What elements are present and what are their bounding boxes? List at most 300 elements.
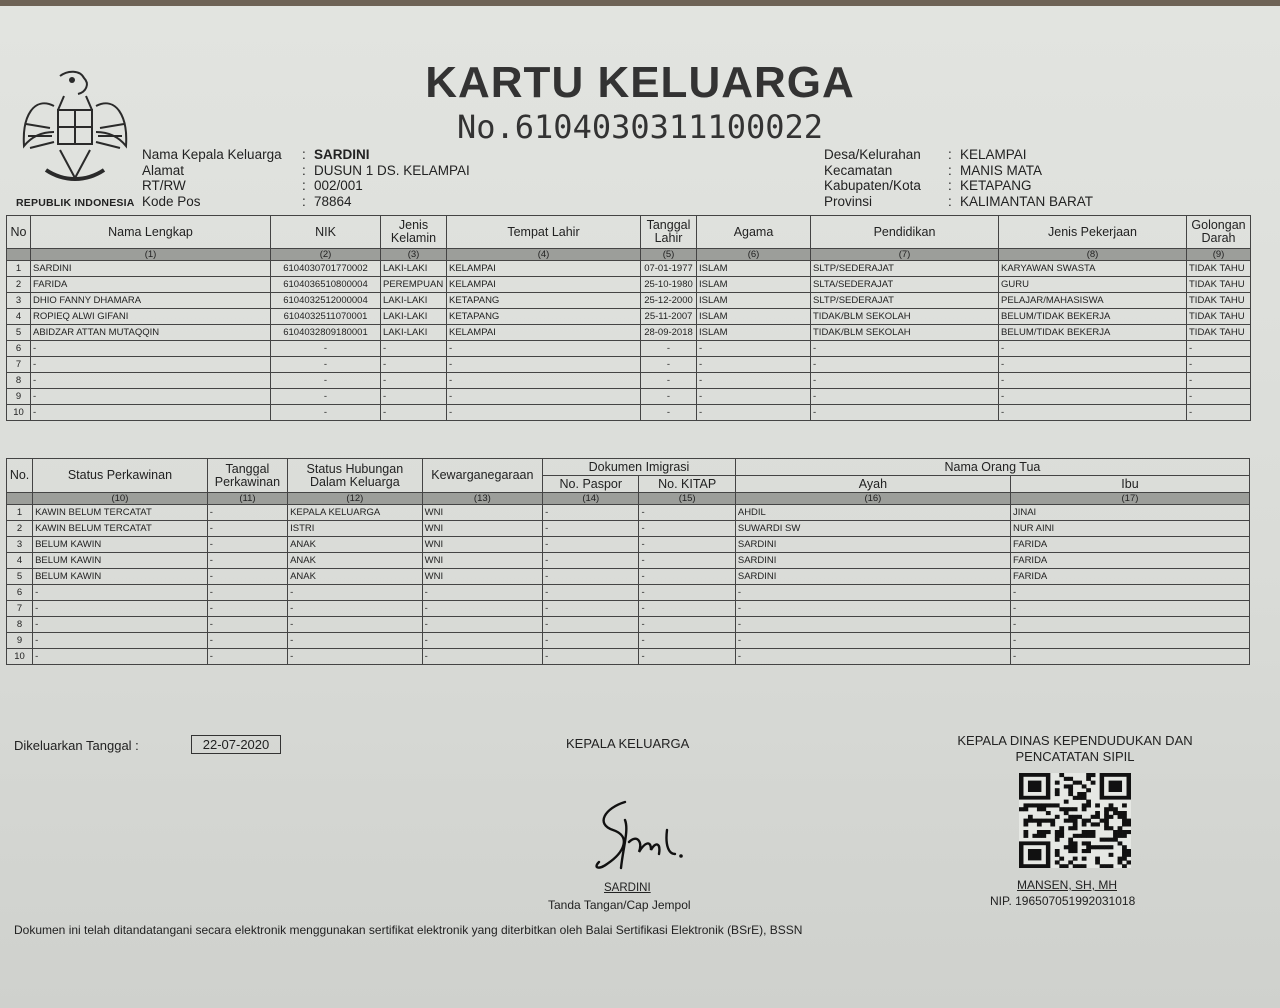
table-cell: 25-11-2007 [641,309,697,325]
table-cell: KAWIN BELUM TERCATAT [33,505,208,521]
table-cell: - [447,341,641,357]
table-cell: - [639,585,735,601]
table-cell: - [422,649,542,665]
family-status-table [6,458,1250,665]
table-cell: - [381,357,447,373]
table-cell: KARYAWAN SWASTA [999,261,1187,277]
table-cell: - [207,585,287,601]
column-header: No. Paspor [543,476,639,493]
table-cell: ANAK [288,537,423,553]
table-cell: - [543,521,639,537]
table-cell: BELUM KAWIN [33,553,208,569]
table-cell: DHIO FANNY DHAMARA [31,293,271,309]
table-cell: - [207,505,287,521]
column-index: (4) [447,249,641,261]
table-cell: - [422,617,542,633]
table-cell: 8 [7,617,33,633]
table-cell: - [381,405,447,421]
table-cell: ISLAM [697,261,811,277]
official-name: MANSEN, SH, MH [1017,878,1118,892]
column-header: Agama [697,216,811,249]
table-cell: SUWARDI SW [735,521,1010,537]
column-header: Ibu [1010,476,1249,493]
table-cell: SLTA/SEDERAJAT [811,277,999,293]
table-cell: AHDIL [735,505,1010,521]
signature-icon [585,790,695,885]
table-cell: - [33,601,208,617]
table-cell: - [639,601,735,617]
column-header: Kewarganegaraan [422,459,542,493]
table-cell: SARDINI [735,569,1010,585]
column-index [7,249,31,261]
table-cell: - [447,389,641,405]
table-cell: - [811,405,999,421]
table-cell: - [999,373,1187,389]
column-header: Tempat Lahir [447,216,641,249]
table-cell: - [811,341,999,357]
info-label: Desa/Kelurahan [824,147,921,162]
table-cell: - [641,389,697,405]
table-cell: FARIDA [31,277,271,293]
table-cell: 1 [7,261,31,277]
table-cell: - [697,357,811,373]
column-header: Jenis Kelamin [381,216,447,249]
column-header: No. [7,459,33,493]
table-cell: - [641,405,697,421]
table-cell: 4 [7,309,31,325]
signer-caption: Tanda Tangan/Cap Jempol [548,898,691,912]
district-value: MANIS MATA [960,162,1043,178]
column-index: (8) [999,249,1187,261]
table-cell: - [1187,341,1251,357]
qr-code-icon [1019,773,1131,868]
table-cell: 25-12-2000 [641,293,697,309]
table-cell: - [31,341,271,357]
column-header: NIK [271,216,381,249]
table-cell: - [735,617,1010,633]
table-cell: PEREMPUAN [381,277,447,293]
table-cell: - [271,357,381,373]
table-cell: FARIDA [1010,537,1249,553]
table-cell: - [999,357,1187,373]
table-row [7,633,1250,649]
table-cell: 2 [7,277,31,293]
table-cell: 6104032512000004 [271,293,381,309]
table-cell: - [422,585,542,601]
table-cell: BELUM/TIDAK BEKERJA [999,325,1187,341]
table-cell: ABIDZAR ATTAN MUTAQQIN [31,325,271,341]
department-title-line: KEPALA DINAS KEPENDUDUKAN DAN [957,733,1193,748]
table-cell: - [1187,405,1251,421]
table-cell: - [1010,617,1249,633]
table-cell: - [543,553,639,569]
info-row-province: Provinsi : KALIMANTAN BARAT [824,193,1094,209]
department-title [930,733,1220,765]
table-cell: - [543,537,639,553]
table-cell: - [697,389,811,405]
table-cell: - [1010,649,1249,665]
electronic-signature-disclaimer: Dokumen ini telah ditandatangani secara elektronik menggunakan sertifikat elektronik yang diterbitkan oleh Balai Sertifikasi Elektronik (BSrE), BSSN [14,923,803,937]
table-cell: BELUM/TIDAK BEKERJA [999,309,1187,325]
table-cell: WNI [422,537,542,553]
table-cell: ISLAM [697,277,811,293]
table-cell: - [735,601,1010,617]
info-row-regency: Kabupaten/Kota : KETAPANG [824,178,1032,193]
table-cell: - [641,357,697,373]
table-cell: - [639,569,735,585]
column-index: (1) [31,249,271,261]
table-cell: - [543,569,639,585]
column-index-row [7,493,1250,505]
table-cell: - [735,649,1010,665]
table-cell: SLTP/SEDERAJAT [811,261,999,277]
column-index: (5) [641,249,697,261]
table-cell: NUR AINI [1010,521,1249,537]
family-members-body [7,261,1251,421]
table-header-row [7,216,1251,249]
column-header: Ayah [735,476,1010,493]
table-cell: LAKI-LAKI [381,261,447,277]
table-cell: - [543,585,639,601]
table-cell: KETAPANG [447,293,641,309]
table-cell: ROPIEQ ALWI GIFANI [31,309,271,325]
table-cell: BELUM KAWIN [33,569,208,585]
table-cell: ISTRI [288,521,423,537]
table-cell: LAKI-LAKI [381,309,447,325]
table-cell: 6104030701770002 [271,261,381,277]
info-label: RT/RW [142,178,186,193]
table-cell: - [811,373,999,389]
village-value: KELAMPAI [960,147,1027,162]
table-cell: - [639,505,735,521]
table-cell: 10 [7,649,33,665]
table-cell: - [1187,357,1251,373]
info-row-postcode: Kode Pos : 78864 [142,193,352,209]
column-index: (10) [33,493,208,505]
table-cell: WNI [422,505,542,521]
table-cell: - [543,617,639,633]
column-header: Golongan Darah [1187,216,1251,249]
table-cell: ANAK [288,569,423,585]
column-index-row [7,249,1251,261]
document-title: KARTU KELUARGA [425,58,855,107]
table-cell: FARIDA [1010,553,1249,569]
info-row-rtrw: RT/RW : 002/001 [142,178,363,193]
table-cell: - [697,341,811,357]
table-cell: 5 [7,325,31,341]
table-cell: TIDAK TAHU [1187,293,1251,309]
table-cell: 6 [7,585,33,601]
table-cell: - [1010,585,1249,601]
department-title-line: PENCATATAN SIPIL [1015,749,1135,764]
table-cell: SLTP/SEDERAJAT [811,293,999,309]
table-row [7,277,1251,293]
table-cell: - [1010,633,1249,649]
table-cell: - [207,521,287,537]
table-cell: - [288,617,423,633]
table-row [7,601,1250,617]
family-status-body [7,505,1250,665]
column-index: (17) [1010,493,1249,505]
table-cell: - [288,585,423,601]
table-row [7,341,1251,357]
table-cell: 8 [7,373,31,389]
table-cell: 9 [7,389,31,405]
official-nip: NIP. 196507051992031018 [990,894,1136,908]
table-cell: - [207,617,287,633]
regency-value: KETAPANG [960,178,1032,193]
signer-name: SARDINI [604,882,651,894]
issued-date-value: 22-07-2020 [191,735,281,754]
table-row [7,405,1251,421]
table-cell: 3 [7,293,31,309]
column-index: (2) [271,249,381,261]
table-cell: - [639,537,735,553]
table-cell: - [641,341,697,357]
table-cell: - [207,553,287,569]
table-cell: ISLAM [697,309,811,325]
table-row [7,617,1250,633]
table-cell: KEPALA KELUARGA [288,505,423,521]
column-index: (12) [288,493,423,505]
table-cell: - [207,633,287,649]
table-cell: 1 [7,505,33,521]
table-cell: - [735,585,1010,601]
table-cell: - [31,389,271,405]
issued-date-label: Dikeluarkan Tanggal : [14,738,139,753]
table-row [7,521,1250,537]
table-header-row [7,459,1250,476]
province-value: KALIMANTAN BARAT [960,193,1094,209]
family-members-table [6,215,1251,421]
table-row [7,649,1250,665]
column-group-header: Dokumen Imigrasi [543,459,736,476]
table-cell: TIDAK TAHU [1187,309,1251,325]
table-cell: 6104032511070001 [271,309,381,325]
column-header: No. KITAP [639,476,735,493]
table-cell: JINAI [1010,505,1249,521]
info-label: Nama Kepala Keluarga [142,147,282,162]
column-index: (3) [381,249,447,261]
table-cell: - [381,389,447,405]
table-cell: 7 [7,357,31,373]
table-cell: LAKI-LAKI [381,325,447,341]
table-cell: ANAK [288,553,423,569]
table-cell: - [697,373,811,389]
table-cell: 6104036510800004 [271,277,381,293]
table-cell: - [543,633,639,649]
info-row-address: Alamat : DUSUN 1 DS. KELAMPAI [142,162,470,178]
table-cell: - [697,405,811,421]
table-cell: - [543,649,639,665]
address-value: DUSUN 1 DS. KELAMPAI [314,162,470,178]
table-cell: 7 [7,601,33,617]
table-cell: 6 [7,341,31,357]
column-index: (15) [639,493,735,505]
table-cell: 07-01-1977 [641,261,697,277]
table-cell: - [207,537,287,553]
info-label: Kabupaten/Kota [824,178,921,193]
column-header: Status Perkawinan [33,459,208,493]
table-cell: KELAMPAI [447,277,641,293]
table-cell: SARDINI [735,537,1010,553]
table-cell: - [811,357,999,373]
table-cell: - [33,585,208,601]
table-cell: - [33,633,208,649]
table-cell: - [33,617,208,633]
column-group-header: Nama Orang Tua [735,459,1249,476]
column-index: (9) [1187,249,1251,261]
table-cell: 2 [7,521,33,537]
table-cell: - [381,373,447,389]
table-cell: - [735,633,1010,649]
table-cell: TIDAK TAHU [1187,277,1251,293]
table-cell: - [422,633,542,649]
table-cell: - [288,649,423,665]
table-cell: TIDAK TAHU [1187,261,1251,277]
table-cell: - [207,569,287,585]
table-cell: PELAJAR/MAHASISWA [999,293,1187,309]
table-cell: - [639,521,735,537]
table-cell: - [1187,389,1251,405]
table-cell: - [271,341,381,357]
table-cell: ISLAM [697,293,811,309]
info-label: Provinsi [824,193,873,209]
table-cell: - [271,389,381,405]
table-row [7,373,1251,389]
info-label: Alamat [142,162,185,178]
table-row [7,261,1251,277]
table-cell: - [288,601,423,617]
table-cell: - [999,341,1187,357]
table-cell: - [641,373,697,389]
table-row [7,293,1251,309]
document-number: No.6104030311100022 [456,108,824,146]
head-of-family-value: SARDINI [314,147,370,162]
table-cell: - [999,405,1187,421]
table-cell: SARDINI [31,261,271,277]
table-cell: 5 [7,569,33,585]
table-cell: SARDINI [735,553,1010,569]
column-header: Tanggal Lahir [641,216,697,249]
table-cell: 6104032809180001 [271,325,381,341]
table-cell: WNI [422,521,542,537]
column-header: Nama Lengkap [31,216,271,249]
table-cell: - [639,617,735,633]
table-cell: - [207,601,287,617]
table-row [7,505,1250,521]
table-row [7,553,1250,569]
table-cell: - [288,633,423,649]
table-row [7,585,1250,601]
column-index: (11) [207,493,287,505]
column-header: Jenis Pekerjaan [999,216,1187,249]
column-header: Pendidikan [811,216,999,249]
table-cell: - [31,373,271,389]
table-row [7,325,1251,341]
table-row [7,357,1251,373]
table-cell: WNI [422,569,542,585]
table-cell: FARIDA [1010,569,1249,585]
table-row [7,537,1250,553]
table-cell: - [447,405,641,421]
table-cell: WNI [422,553,542,569]
table-cell: - [381,341,447,357]
table-cell: 28-09-2018 [641,325,697,341]
column-header: Status Hubungan Dalam Keluarga [288,459,423,493]
emblem-caption: REPUBLIK INDONESIA [16,197,135,209]
table-cell: - [639,649,735,665]
table-cell: ISLAM [697,325,811,341]
table-cell: - [31,405,271,421]
table-cell: KELAMPAI [447,261,641,277]
table-cell: 10 [7,405,31,421]
column-header: No [7,216,31,249]
info-label: Kode Pos [142,193,201,209]
table-row [7,569,1250,585]
table-cell: - [999,389,1187,405]
table-cell: - [543,601,639,617]
household-info-left [142,147,470,209]
table-cell: - [1187,373,1251,389]
table-row [7,309,1251,325]
column-index: (13) [422,493,542,505]
table-cell: - [31,357,271,373]
table-cell: - [447,373,641,389]
table-cell: TIDAK/BLM SEKOLAH [811,325,999,341]
table-cell: - [207,649,287,665]
head-of-family-signature-label: KEPALA KELUARGA [566,736,690,751]
table-cell: KAWIN BELUM TERCATAT [33,521,208,537]
household-info-right [824,147,1093,209]
table-cell: - [422,601,542,617]
table-cell: 3 [7,537,33,553]
table-cell: - [811,389,999,405]
table-cell: BELUM KAWIN [33,537,208,553]
info-row-head: Nama Kepala Keluarga : SARDINI [142,147,370,162]
rtrw-value: 002/001 [314,178,363,193]
table-cell: 9 [7,633,33,649]
column-index [7,493,33,505]
table-cell: KETAPANG [447,309,641,325]
table-cell: 25-10-1980 [641,277,697,293]
column-index: (6) [697,249,811,261]
table-cell: - [271,405,381,421]
table-cell: TIDAK/BLM SEKOLAH [811,309,999,325]
info-label: Kecamatan [824,162,893,178]
postcode-value: 78864 [314,193,352,209]
table-cell: LAKI-LAKI [381,293,447,309]
column-index: (7) [811,249,999,261]
table-cell: - [33,649,208,665]
table-cell: - [271,373,381,389]
column-index: (16) [735,493,1010,505]
table-cell: KELAMPAI [447,325,641,341]
table-cell: - [447,357,641,373]
table-cell: - [639,633,735,649]
table-cell: 4 [7,553,33,569]
column-index: (14) [543,493,639,505]
table-cell: - [1010,601,1249,617]
column-header: Tanggal Perkawinan [207,459,287,493]
table-cell: GURU [999,277,1187,293]
table-cell: - [639,553,735,569]
table-cell: - [543,505,639,521]
info-row-village: Desa/Kelurahan : KELAMPAI [824,147,1027,162]
info-row-district: Kecamatan : MANIS MATA [824,162,1043,178]
table-cell: TIDAK TAHU [1187,325,1251,341]
table-row [7,389,1251,405]
